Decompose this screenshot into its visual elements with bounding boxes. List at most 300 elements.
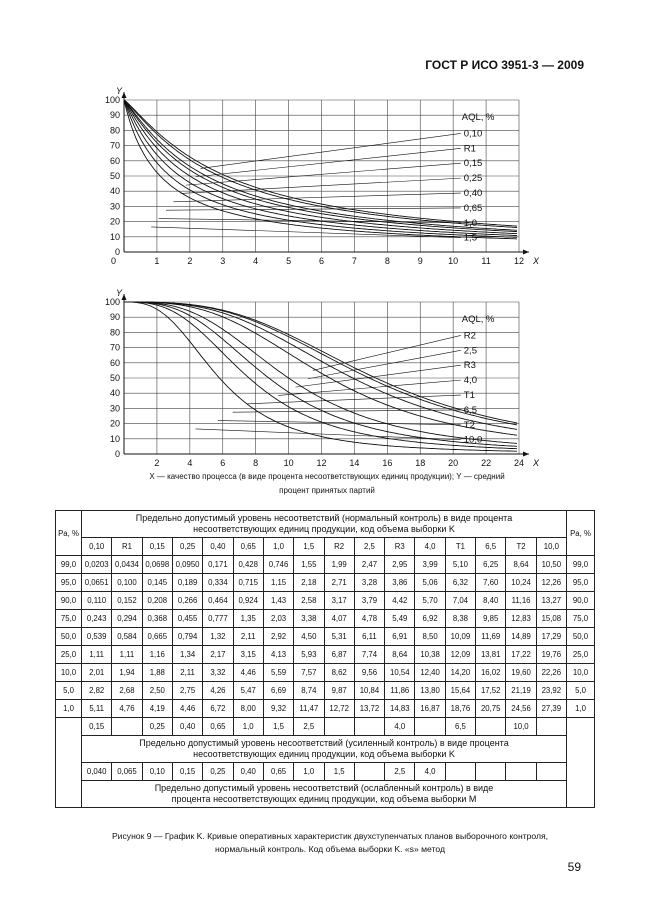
axis-caption-line2: процент принятых партий (279, 486, 375, 495)
reduced-cell: 1,5 (324, 763, 354, 781)
value-cell: 0,0698 (142, 556, 172, 574)
x-axis-label: X (533, 256, 540, 266)
x-tick-label: 4 (253, 256, 259, 266)
value-cell: 2,17 (203, 646, 233, 664)
legend-entry: 4,0 (463, 375, 477, 387)
legend-leader (196, 148, 461, 176)
value-cell: 8,38 (445, 610, 475, 628)
legend-entry: 6,5 (463, 404, 477, 416)
oc-chart-1 (0, 80, 646, 275)
oc-curve (124, 302, 517, 449)
empty-right-cell (567, 718, 595, 808)
table-row (56, 610, 595, 628)
x-tick-label: 11 (481, 256, 491, 266)
value-cell: 0,464 (203, 592, 233, 610)
value-cell: 0,266 (172, 592, 202, 610)
tightened-cell (112, 718, 142, 736)
value-cell: 0,924 (233, 592, 263, 610)
value-cell: 9,56 (354, 664, 384, 682)
pa-cell: 50,0 (56, 628, 82, 646)
value-cell: 6,87 (324, 646, 354, 664)
value-cell: 7,74 (354, 646, 384, 664)
y-tick-label: 70 (109, 342, 120, 353)
reduced-cell: 1,0 (294, 763, 324, 781)
legend-entry: T2 (463, 419, 475, 431)
tightened-header (82, 736, 567, 763)
value-cell: 0,715 (233, 574, 263, 592)
normal-header-line2: несоответствующих единиц продукции, код объема выборки K (193, 524, 455, 534)
value-cell: 0,455 (172, 610, 202, 628)
value-cell: 2,11 (233, 628, 263, 646)
x-tick-label: 6 (318, 256, 325, 266)
legend-entry: 2,5 (463, 345, 477, 357)
table-row (56, 556, 595, 574)
value-cell: 16,87 (415, 700, 445, 718)
table-row (56, 592, 595, 610)
column-header: 10,0 (536, 538, 566, 556)
column-header: R2 (324, 538, 354, 556)
value-cell: 15,64 (445, 682, 475, 700)
value-cell: 0,0434 (112, 556, 142, 574)
value-cell: 1,43 (263, 592, 293, 610)
value-cell: 2,50 (142, 682, 172, 700)
column-header: R1 (112, 538, 142, 556)
x-tick-label: 10 (448, 256, 459, 266)
table-row (56, 700, 595, 718)
x-tick-label: 24 (513, 458, 525, 467)
oc-curve (124, 100, 517, 239)
reduced-cell: 2,5 (385, 763, 415, 781)
table-row (56, 628, 595, 646)
value-cell: 4,13 (263, 646, 293, 664)
legend-leader (218, 421, 461, 425)
legend-entry: 0,25 (463, 173, 483, 185)
value-cell: 5,10 (445, 556, 475, 574)
legend-entry: 0,40 (463, 188, 483, 200)
x-tick-label: 3 (220, 256, 226, 266)
value-cell: 4,46 (233, 664, 263, 682)
pa-cell-right: 1,0 (567, 700, 595, 718)
x-tick-label: 4 (187, 458, 193, 467)
value-cell: 19,76 (536, 646, 566, 664)
normal-header (82, 511, 567, 538)
y-tick-label: 70 (109, 140, 120, 151)
value-cell: 0,189 (172, 574, 202, 592)
value-cell: 8,64 (506, 556, 536, 574)
value-cell: 5,31 (324, 628, 354, 646)
reduced-cell: 0,065 (112, 763, 142, 781)
value-cell: 13,72 (354, 700, 384, 718)
y-tick-label: 90 (109, 110, 120, 121)
oc-curve (124, 100, 517, 236)
value-cell: 5,59 (263, 664, 293, 682)
value-cell: 8,40 (476, 592, 506, 610)
column-header: 6,5 (476, 538, 506, 556)
value-cell: 0,0203 (82, 556, 112, 574)
reduced-cell (354, 763, 384, 781)
oc-curve (124, 302, 517, 425)
value-cell: 6,11 (354, 628, 384, 646)
value-cell: 7,57 (294, 664, 324, 682)
value-cell: 3,17 (324, 592, 354, 610)
pa-cell-right: 50,0 (567, 628, 595, 646)
value-cell: 10,38 (415, 646, 445, 664)
table-column-header-row (56, 538, 595, 556)
value-cell: 9,85 (476, 610, 506, 628)
value-cell: 1,32 (203, 628, 233, 646)
value-cell: 10,54 (385, 664, 415, 682)
value-cell: 17,29 (536, 628, 566, 646)
value-cell: 0,100 (112, 574, 142, 592)
pa-cell: 25,0 (56, 646, 82, 664)
column-header: R3 (385, 538, 415, 556)
x-axis-arrow (523, 452, 529, 457)
tightened-cell: 0,40 (172, 718, 202, 736)
value-cell: 0,243 (82, 610, 112, 628)
column-header: T2 (506, 538, 536, 556)
value-cell: 0,428 (233, 556, 263, 574)
value-cell: 2,92 (263, 628, 293, 646)
value-cell: 1,35 (233, 610, 263, 628)
x-tick-label: 20 (448, 458, 459, 467)
tightened-cell (415, 718, 445, 736)
tightened-header-row (56, 736, 595, 763)
legend-entry: 0,10 (463, 128, 483, 140)
tightened-cell: 10,0 (506, 718, 536, 736)
value-cell: 6,72 (203, 700, 233, 718)
value-cell: 0,777 (203, 610, 233, 628)
y-axis-arrow (122, 294, 127, 300)
value-cell: 27,39 (536, 700, 566, 718)
legend-entry: 0,15 (463, 158, 483, 170)
y-tick-label: 100 (104, 297, 120, 307)
value-cell: 1,99 (324, 556, 354, 574)
value-cell: 1,16 (142, 646, 172, 664)
value-cell: 0,0950 (172, 556, 202, 574)
figure-caption-line1: Рисунок 9 — График K. Кривые оперативных характеристик двухступенчатых планов выборочного контроля, (111, 831, 549, 841)
value-cell: 22,26 (536, 664, 566, 682)
value-cell: 0,208 (142, 592, 172, 610)
value-cell: 0,110 (82, 592, 112, 610)
y-tick-label: 40 (109, 388, 120, 399)
value-cell: 2,68 (112, 682, 142, 700)
x-tick-label: 6 (220, 458, 226, 467)
y-tick-label: 20 (109, 216, 120, 227)
document-header: ГОСТ Р ИСО 3951-3 — 2009 (425, 58, 584, 72)
value-cell: 3,28 (354, 574, 384, 592)
y-axis-label: Y (116, 288, 123, 298)
value-cell: 0,794 (172, 628, 202, 646)
pa-cell: 99,0 (56, 556, 82, 574)
value-cell: 14,20 (445, 664, 475, 682)
value-cell: 11,47 (294, 700, 324, 718)
y-tick-label: 10 (109, 433, 120, 444)
normal-header-line1: Предельно допустимый уровень несоответствий (нормальный контроль) в виде процента (135, 513, 513, 523)
tightened-header-line2: несоответствующих единиц продукции, код объема выборки K (193, 749, 455, 759)
value-cell: 13,80 (415, 682, 445, 700)
column-header: 1,0 (263, 538, 293, 556)
pa-cell: 10,0 (56, 664, 82, 682)
value-cell: 14,89 (506, 628, 536, 646)
value-cell: 13,81 (476, 646, 506, 664)
axis-caption (112, 470, 542, 498)
pa-cell-right: 90,0 (567, 592, 595, 610)
value-cell: 4,07 (324, 610, 354, 628)
reduced-cell (506, 763, 536, 781)
oc-curve (124, 100, 517, 228)
y-tick-label: 10 (109, 231, 120, 242)
column-header: T1 (445, 538, 475, 556)
y-tick-label: 50 (109, 373, 120, 383)
legend-entry: R3 (463, 360, 476, 372)
pa-cell: 75,0 (56, 610, 82, 628)
x-tick-label: 9 (417, 256, 423, 266)
plot-area (105, 86, 540, 266)
tightened-cell: 0,65 (203, 718, 233, 736)
legend-leader (308, 350, 461, 378)
value-cell: 0,539 (82, 628, 112, 646)
y-tick-label: 30 (109, 403, 120, 414)
value-cell: 0,145 (142, 574, 172, 592)
reduced-cell: 0,040 (82, 763, 112, 781)
value-cell: 8,64 (385, 646, 415, 664)
legend-entry: 10,0 (463, 434, 483, 446)
value-cell: 11,16 (506, 592, 536, 610)
reduced-header-line2: процента несоответствующих единиц продукции, код объема выборки M (171, 794, 477, 804)
value-cell: 2,71 (324, 574, 354, 592)
column-header: 0,15 (142, 538, 172, 556)
origin-label: 0 (110, 256, 116, 266)
value-cell: 21,19 (506, 682, 536, 700)
legend-leader (313, 335, 461, 370)
value-cell: 8,00 (233, 700, 263, 718)
value-cell: 4,76 (112, 700, 142, 718)
tightened-cell: 0,15 (82, 718, 112, 736)
table-row (56, 664, 595, 682)
tightened-cell: 1,5 (263, 718, 293, 736)
tightened-cell: 2,5 (294, 718, 324, 736)
pa-header-left: Pa, % (56, 511, 82, 556)
reduced-header-line1: Предельно допустимый уровень несоответствий (ослабленный контроль) в виде (154, 783, 494, 793)
legend-entry: T1 (463, 390, 475, 402)
value-cell: 10,24 (506, 574, 536, 592)
x-tick-label: 10 (283, 458, 294, 467)
value-cell: 8,74 (294, 682, 324, 700)
legend-title: AQL, % (461, 313, 495, 325)
y-tick-label: 50 (109, 171, 120, 181)
value-cell: 13,27 (536, 592, 566, 610)
column-header: 0,40 (203, 538, 233, 556)
value-cell: 19,60 (506, 664, 536, 682)
value-cell: 1,88 (142, 664, 172, 682)
value-cell: 2,58 (294, 592, 324, 610)
value-cell: 12,72 (324, 700, 354, 718)
pa-header-right: Pa, % (567, 511, 595, 556)
value-cell: 0,171 (203, 556, 233, 574)
x-tick-label: 2 (154, 458, 160, 467)
empty-left-cell (56, 718, 82, 808)
value-cell: 3,32 (203, 664, 233, 682)
value-cell: 3,99 (415, 556, 445, 574)
value-cell: 3,15 (233, 646, 263, 664)
pa-cell: 90,0 (56, 592, 82, 610)
oc-curve (124, 100, 517, 232)
value-cell: 6,69 (263, 682, 293, 700)
reduced-cell (445, 763, 475, 781)
legend-entry: R1 (463, 143, 476, 155)
value-cell: 4,78 (354, 610, 384, 628)
legend-leader (201, 133, 461, 168)
figure-caption (60, 830, 600, 856)
column-header: 0,10 (82, 538, 112, 556)
value-cell: 18,76 (445, 700, 475, 718)
value-cell: 5,70 (415, 592, 445, 610)
y-axis-arrow (122, 92, 127, 98)
value-cell: 8,62 (324, 664, 354, 682)
value-cell: 7,04 (445, 592, 475, 610)
tightened-values-row (56, 718, 595, 736)
reduced-header (82, 781, 567, 808)
legend-entry: 1,0 (463, 217, 477, 229)
value-cell: 4,46 (172, 700, 202, 718)
value-cell: 9,87 (324, 682, 354, 700)
value-cell: 2,03 (263, 610, 293, 628)
reduced-cell: 0,65 (263, 763, 293, 781)
y-tick-label: 80 (109, 327, 120, 338)
reduced-header-row (56, 781, 595, 808)
reduced-cell: 0,25 (203, 763, 233, 781)
value-cell: 2,01 (82, 664, 112, 682)
tightened-cell: 1,0 (233, 718, 263, 736)
reduced-cell (536, 763, 566, 781)
value-cell: 16,02 (476, 664, 506, 682)
page-number: 59 (567, 860, 581, 874)
value-cell: 5,47 (233, 682, 263, 700)
column-header: 4,0 (415, 538, 445, 556)
value-cell: 12,83 (506, 610, 536, 628)
value-cell: 4,26 (203, 682, 233, 700)
value-cell: 4,42 (385, 592, 415, 610)
value-cell: 5,93 (294, 646, 324, 664)
x-tick-label: 12 (316, 458, 327, 467)
axis-caption-line1: X — качество процесса (в виде процента несоответствующих единиц продукции); Y — средний (149, 472, 505, 481)
tightened-cell (536, 718, 566, 736)
y-tick-label: 90 (109, 312, 120, 323)
value-cell: 10,50 (536, 556, 566, 574)
value-cell: 5,49 (385, 610, 415, 628)
value-cell: 6,91 (385, 628, 415, 646)
value-cell: 17,22 (506, 646, 536, 664)
value-cell: 17,52 (476, 682, 506, 700)
value-cell: 2,95 (385, 556, 415, 574)
pa-cell-right: 99,0 (567, 556, 595, 574)
pa-cell: 5,0 (56, 682, 82, 700)
oc-chart-2 (0, 282, 646, 467)
tightened-header-line1: Предельно допустимый уровень несоответствий (усиленный контроль) в виде процента (139, 738, 509, 748)
pa-cell-right: 95,0 (567, 574, 595, 592)
value-cell: 5,11 (82, 700, 112, 718)
value-cell: 2,82 (82, 682, 112, 700)
plot-area (105, 288, 540, 467)
x-tick-label: 1 (154, 256, 160, 266)
value-cell: 5,06 (415, 574, 445, 592)
value-cell: 20,75 (476, 700, 506, 718)
value-cell: 2,75 (172, 682, 202, 700)
value-cell: 4,50 (294, 628, 324, 646)
table-row (56, 682, 595, 700)
value-cell: 1,15 (263, 574, 293, 592)
y-tick-label: 0 (114, 247, 120, 257)
x-tick-label: 22 (481, 458, 492, 467)
value-cell: 14,83 (385, 700, 415, 718)
value-cell: 0,746 (263, 556, 293, 574)
column-header: 0,65 (233, 538, 263, 556)
value-cell: 1,34 (172, 646, 202, 664)
reduced-cell: 0,15 (172, 763, 202, 781)
pa-cell-right: 25,0 (567, 646, 595, 664)
pa-cell-right: 10,0 (567, 664, 595, 682)
value-cell: 15,08 (536, 610, 566, 628)
reduced-cell: 0,40 (233, 763, 263, 781)
pa-cell: 1,0 (56, 700, 82, 718)
x-axis-label: X (533, 458, 540, 467)
oc-table (55, 510, 595, 808)
value-cell: 10,09 (445, 628, 475, 646)
value-cell: 6,32 (445, 574, 475, 592)
value-cell: 7,60 (476, 574, 506, 592)
value-cell: 0,0651 (82, 574, 112, 592)
x-tick-label: 8 (253, 458, 259, 467)
value-cell: 3,86 (385, 574, 415, 592)
x-tick-label: 16 (382, 458, 393, 467)
oc-curve (124, 100, 517, 237)
y-tick-label: 20 (109, 418, 120, 429)
x-tick-label: 12 (513, 256, 525, 266)
pa-cell-right: 75,0 (567, 610, 595, 628)
y-tick-label: 100 (104, 95, 120, 105)
figure-caption-line2: нормальный контроль. Код объема выборки K. «s» метод (215, 844, 445, 854)
value-cell: 0,334 (203, 574, 233, 592)
value-cell: 12,40 (415, 664, 445, 682)
y-tick-label: 60 (109, 155, 120, 166)
value-cell: 2,47 (354, 556, 384, 574)
tightened-cell: 4,0 (385, 718, 415, 736)
value-cell: 1,94 (112, 664, 142, 682)
tightened-cell: 6,5 (445, 718, 475, 736)
reduced-cell (476, 763, 506, 781)
table-header-row (56, 511, 595, 538)
legend-entry: 1,5 (463, 232, 477, 244)
value-cell: 3,79 (354, 592, 384, 610)
column-header: 1,5 (294, 538, 324, 556)
x-tick-label: 2 (187, 256, 193, 266)
pa-cell-right: 5,0 (567, 682, 595, 700)
legend-leader (186, 163, 461, 185)
y-tick-label: 40 (109, 186, 120, 197)
value-cell: 0,294 (112, 610, 142, 628)
legend-entry: 0,65 (463, 202, 483, 214)
value-cell: 8,50 (415, 628, 445, 646)
x-axis-arrow (523, 250, 529, 255)
value-cell: 4,19 (142, 700, 172, 718)
value-cell: 0,152 (112, 592, 142, 610)
value-cell: 23,92 (536, 682, 566, 700)
y-axis-label: Y (116, 86, 123, 96)
value-cell: 1,55 (294, 556, 324, 574)
x-tick-label: 5 (286, 256, 292, 266)
value-cell: 2,18 (294, 574, 324, 592)
x-tick-label: 8 (384, 256, 390, 266)
